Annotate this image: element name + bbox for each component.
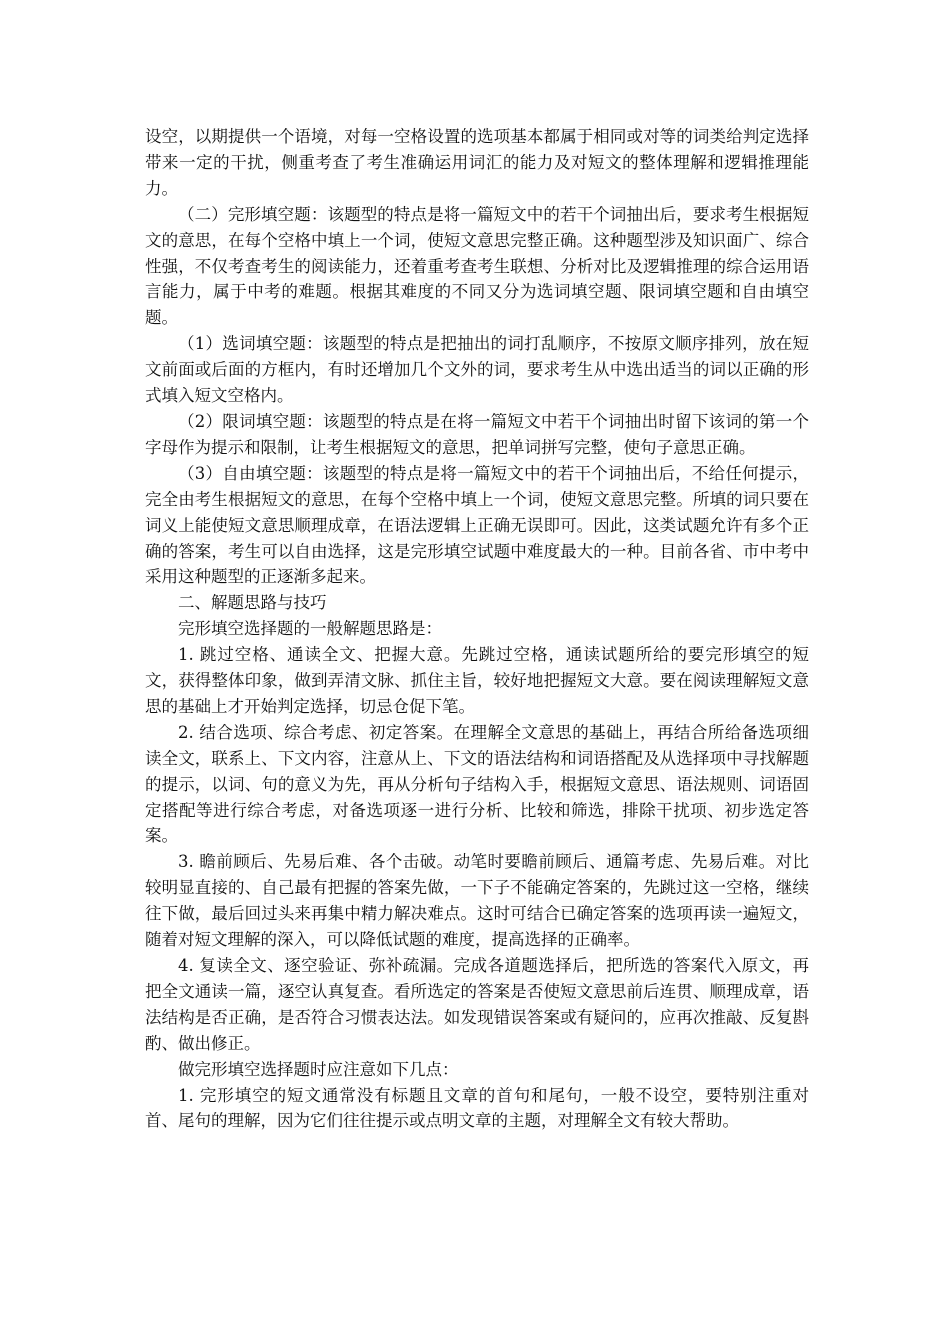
- strategy-step-2: 2. 结合选项、综合考虑、初定答案。在理解全文意思的基础上，再结合所给备选项细读全文，联系上、下文内容，注意从上、下文的语法结构和词语搭配及从选择项中寻找解题的提示，以词、句的意义为先，再从分析句子结构入手，根据短文意思、语法规则、词语固定搭配等进行综合考虑，对备选项逐一进行分析、比较和筛选，排除干扰项、初步选定答案。: [145, 722, 809, 846]
- strategy-step-3: 3. 瞻前顾后、先易后难、各个击破。动笔时要瞻前顾后、通篇考虑、先易后难。对比较明显直接的、自己最有把握的答案先做，一下子不能确定答案的，先跳过这一空格，继续往下做，最后回过头来再集中精力解决难点。这时可结合已确定答案的选项再读一遍短文，随着对短文理解的深入，可以降低试题的难度，提高选择的正确率。: [145, 852, 809, 950]
- paragraph-notes-intro: 做完形填空选择题时应注意如下几点：: [178, 1059, 459, 1079]
- paragraph-free-cloze: （3）自由填空题：该题型的特点是将一篇短文中的若干个词抽出后，不给任何提示，完全由考生根据短文的意思，在每个空格中填上一个词，使短文意思完整。所填的词只要在词义上能使短文意思顺理成章，在语法逻辑上正确无误即可。因此，这类试题允许有多个正确的答案，考生可以自由选择，这是完形填空试题中难度最大的一种。目前各省、市中考中采用这种题型的正逐渐多起来。: [145, 463, 809, 587]
- note-item-1: 1. 完形填空的短文通常没有标题且文章的首句和尾句，一般不设空，要特别注重对首、尾句的理解，因为它们往往提示或点明文章的主题，对理解全文有较大帮助。: [145, 1085, 809, 1131]
- strategy-step-1: 1. 跳过空格、通读全文、把握大意。先跳过空格，通读试题所给的要完形填空的短文，获得整体印象，做到弄清文脉、抓住主旨，较好地把握短文大意。要在阅读理解短文意思的基础上才开始判定选择，切忌仓促下笔。: [145, 645, 809, 716]
- paragraph-cloze-definition: （二）完形填空题：该题型的特点是将一篇短文中的若干个词抽出后，要求考生根据短文的意思，在每个空格中填上一个词，使短文意思完整正确。这种题型涉及知识面广、综合性强，不仅考查考生的阅读能力，还着重考查考生联想、分析对比及逻辑推理的综合运用语言能力，属于中考的难题。根据其难度的不同又分为选词填空题、限词填空题和自由填空题。: [145, 204, 809, 328]
- paragraph-strategy-intro: 完形填空选择题的一般解题思路是：: [178, 619, 442, 639]
- paragraph-word-bank-cloze: （1）选词填空题：该题型的特点是把抽出的词打乱顺序，不按原文顺序排列，放在短文前面或后面的方框内，有时还增加几个文外的词，要求考生从中选出适当的词以正确的形式填入短文空格内。: [145, 334, 809, 406]
- paragraph-continued-intro: 设空，以期提供一个语境，对每一空格设置的选项基本都属于相同或对等的词类给判定选择带来一定的干扰，侧重考查了考生准确运用词汇的能力及对短文的整体理解和逻辑推理能力。: [145, 127, 809, 198]
- paragraph-first-letter-cloze: （2）限词填空题：该题型的特点是在将一篇短文中若干个词抽出时留下该词的第一个字母作为提示和限制，让考生根据短文的意思，把单词拼写完整，使句子意思正确。: [145, 411, 809, 457]
- section-heading-strategies: 二、解题思路与技巧: [178, 593, 327, 613]
- document-body: [145, 124, 809, 1134]
- strategy-step-4: 4. 复读全文、逐空验证、弥补疏漏。完成各道题选择后，把所选的答案代入原文，再把全文通读一篇，逐空认真复查。看所选定的答案是否使短文意思前后连贯、顺理成章，语法结构是否正确，是否符合习惯表达法。如发现错误答案或有疑问的，应再次推敲、反复斟酌、做出修正。: [145, 956, 809, 1053]
